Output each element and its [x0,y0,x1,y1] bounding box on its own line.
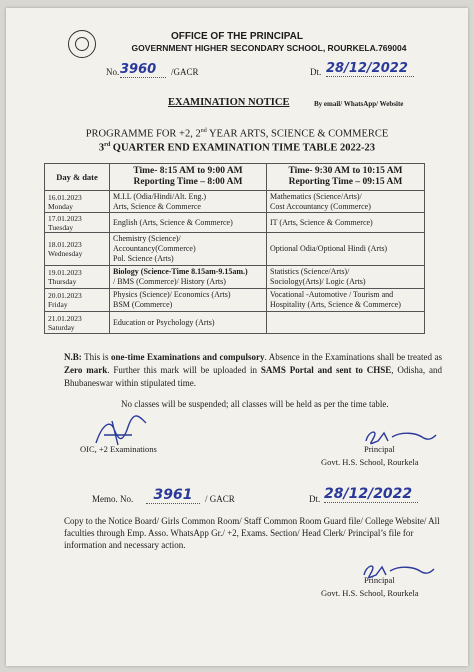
oic-label: OIC, +2 Examinations [80,444,157,454]
ref-no-suffix: /GACR [171,67,199,77]
ref-no-value: 3960 [120,62,166,78]
office-title: OFFICE OF THE PRINCIPAL [170,31,304,42]
col-day-date: Day & date [45,164,110,191]
table-row: 20.01.2023 Friday Physics (Science)/ Economics (Arts) BSM (Commerce) Vocational -Automotive / Tourism and Hospitality (Arts, Science & Commerce) [45,289,425,312]
notice-title: EXAMINATION NOTICE [168,97,290,108]
memo-date-label: Dt. [309,494,321,504]
ref-date-value: 28/12/2022 [326,61,414,77]
school-name: GOVERNMENT HIGHER SECONDARY SCHOOL, ROURKELA.769004 [131,43,407,53]
principal-label-2: Principal [364,575,395,585]
memo-value: 3961 [146,487,200,504]
nb-paragraph: N.B: This is one-time Examinations and compulsory. Absence in the Examinations shall be treated as Zero mark. Further this mark will be uploaded in SAMS Portal and sent to CHSE, Odisha, and Bhubaneswar within stipulated time. [64,352,443,388]
exam-heading: 3rd QUARTER END EXAMINATION TIME TABLE 2022-23 [98,142,376,154]
principal-org: Govt. H.S. School, Rourkela [321,457,419,467]
table-row: 16.01.2023 Monday M.I.L (Odia/Hindi/Alt. Eng.) Arts, Science & Commerce Mathematics (Science/Arts)/ Cost Accountancy (Commerce) [45,191,425,213]
principal-label: Principal [364,444,395,454]
copy-to-paragraph: Copy to the Notice Board/ Girls Common Room/ Staff Common Room Guard file/ College Website/ All faculties through Emp. Asso. WhatsApp Gr./ +2, Exams. Section/ Head Clerk/ Principal’s file for information and necessary action. [64,516,440,550]
ref-date-label: Dt. [310,67,322,77]
memo-suffix: / GACR [205,494,235,504]
notice-delivery: By email/ WhatsApp/ Website [314,100,404,108]
no-classes-note: No classes will be suspended; all classes will be held as per the time table. [121,399,389,409]
programme-heading: PROGRAMME FOR +2, 2nd YEAR ARTS, SCIENCE & COMMERCE [85,128,389,140]
ref-no-label: No. [106,67,120,77]
table-row: 21.01.2023 Saturday Education or Psychology (Arts) [45,312,425,334]
table-row: 18.01.2023 Wednesday Chemistry (Science)/ Accountancy(Commerce) Pol. Science (Arts) Optional Odia/Optional Hindi (Arts) [45,233,425,266]
time-table [44,163,425,334]
table-row: 19.01.2023 Thursday Biology (Science-Time 8.15am-9.15am.) / BMS (Commerce)/ History (Arts) Statistics (Science/Arts)/ Sociology(Arts)/ Logic (Arts) [45,266,425,289]
col-shift-1: Time- 8:15 AM to 9:00 AM Reporting Time – 8:00 AM [110,164,267,191]
memo-label: Memo. No. [92,494,134,504]
col-shift-2: Time- 9:30 AM to 10:15 AM Reporting Time – 09:15 AM [267,164,425,191]
principal-org-2: Govt. H.S. School, Rourkela [321,588,419,598]
table-row: 17.01.2023 Tuesday English (Arts, Science & Commerce) IT (Arts, Science & Commerce) [45,213,425,233]
memo-date-value: 28/12/2022 [324,486,418,503]
